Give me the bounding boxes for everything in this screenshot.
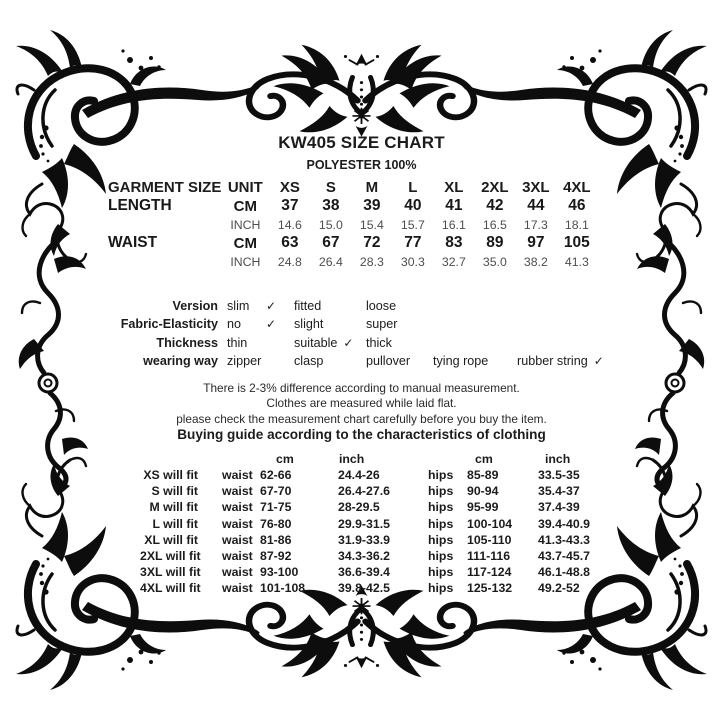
size-table-row bbox=[108, 216, 597, 235]
guide-cell: 100-104 bbox=[467, 516, 513, 531]
guide-cell: waist bbox=[222, 500, 253, 515]
characteristic-option bbox=[361, 299, 433, 313]
characteristics-section bbox=[0, 297, 723, 370]
guide-cell: 2XL will fit bbox=[140, 549, 201, 564]
note-line: Clothes are measured while laid flat. bbox=[266, 396, 457, 411]
size-column-header: L bbox=[408, 179, 418, 196]
size-value: 14.6 bbox=[277, 217, 302, 232]
size-value: 97 bbox=[527, 234, 545, 252]
size-column-header: 4XL bbox=[563, 179, 591, 196]
guide-cell: waist bbox=[222, 549, 253, 564]
size-column-header: 3XL bbox=[522, 179, 550, 196]
size-value: 17.3 bbox=[523, 217, 548, 232]
guide-cell: 111-116 bbox=[467, 549, 511, 564]
guide-row bbox=[140, 532, 607, 548]
characteristic-option bbox=[433, 354, 517, 368]
unit-label: INCH bbox=[230, 217, 261, 232]
guide-column-header: cm bbox=[276, 452, 294, 466]
guide-cell: 28-29.5 bbox=[338, 500, 380, 515]
characteristic-row bbox=[0, 352, 723, 370]
size-value: 30.3 bbox=[400, 254, 425, 269]
size-value: 18.1 bbox=[564, 217, 589, 232]
unit-label: CM bbox=[233, 197, 257, 215]
fabric-subtitle: POLYESTER 100% bbox=[306, 158, 417, 172]
guide-cell: 49.2-52 bbox=[538, 581, 580, 596]
size-value: 41.3 bbox=[564, 254, 589, 269]
size-value: 39 bbox=[363, 197, 381, 215]
guide-column-header: inch bbox=[339, 452, 365, 466]
characteristic-option bbox=[361, 317, 433, 331]
option-text: suitable bbox=[294, 335, 338, 350]
guide-cell: 95-99 bbox=[467, 500, 499, 515]
guide-cell: S will fit bbox=[151, 484, 198, 499]
guide-cell: 35.4-37 bbox=[538, 484, 580, 499]
guide-cell: hips bbox=[428, 581, 454, 596]
option-text: loose bbox=[366, 299, 397, 314]
guide-cell: 105-110 bbox=[467, 532, 512, 547]
characteristic-option bbox=[218, 336, 288, 350]
guide-cell: 125-132 bbox=[467, 581, 513, 596]
characteristic-option bbox=[288, 336, 361, 350]
guide-cell: waist bbox=[222, 565, 253, 580]
note-line: There is 2-3% difference according to manual measurement. bbox=[203, 381, 520, 395]
guide-cell: 43.7-45.7 bbox=[538, 549, 590, 564]
size-value: 24.8 bbox=[277, 254, 302, 269]
size-value: 63 bbox=[281, 234, 299, 252]
guide-cell: 41.3-43.3 bbox=[538, 532, 590, 547]
option-text: fitted bbox=[294, 299, 322, 314]
guide-cell: L will fit bbox=[152, 516, 198, 531]
guide-cell: 37.4-39 bbox=[538, 500, 580, 515]
option-text: pullover bbox=[366, 354, 411, 369]
size-value: 15.0 bbox=[318, 217, 343, 232]
guide-cell: waist bbox=[222, 468, 253, 483]
guide-cell: 4XL will fit bbox=[140, 581, 201, 596]
guide-cell: 76-80 bbox=[260, 516, 292, 531]
guide-cell: 46.1-48.8 bbox=[538, 565, 590, 580]
guide-header-row bbox=[140, 451, 607, 467]
page-title: KW405 SIZE CHART bbox=[278, 133, 445, 152]
size-value: 15.7 bbox=[400, 217, 425, 232]
measurement-notes bbox=[0, 381, 723, 427]
characteristic-row bbox=[0, 297, 723, 315]
size-value: 42 bbox=[486, 197, 504, 215]
guide-cell: 117-124 bbox=[467, 565, 512, 580]
guide-row bbox=[140, 564, 607, 580]
size-value: 16.5 bbox=[482, 217, 507, 232]
guide-cell: XL will fit bbox=[144, 532, 198, 547]
guide-cell: 101-108 bbox=[260, 581, 306, 596]
check-icon: ✓ bbox=[343, 335, 354, 350]
size-column-header: GARMENT SIZE bbox=[108, 179, 222, 196]
characteristic-row bbox=[0, 315, 723, 333]
characteristic-option bbox=[288, 317, 361, 331]
option-text: zipper bbox=[227, 354, 262, 369]
option-text: no bbox=[227, 317, 242, 332]
characteristic-option bbox=[361, 336, 433, 350]
check-icon: ✓ bbox=[593, 354, 604, 369]
guide-cell: 29.9-31.5 bbox=[338, 516, 390, 531]
size-column-header: M bbox=[365, 179, 379, 196]
size-value: 72 bbox=[363, 234, 381, 252]
guide-cell: 24.4-26 bbox=[338, 468, 380, 483]
characteristic-option bbox=[288, 354, 361, 368]
option-text: tying rope bbox=[433, 354, 489, 369]
check-icon: ✓ bbox=[265, 299, 276, 314]
guide-cell: waist bbox=[222, 581, 253, 596]
characteristic-option bbox=[517, 354, 723, 368]
guide-cell: 31.9-33.9 bbox=[338, 532, 390, 547]
guide-cell: 39.8-42.5 bbox=[338, 581, 390, 596]
option-text: rubber string bbox=[517, 354, 588, 369]
guide-column-header: inch bbox=[545, 452, 571, 466]
size-value: 46 bbox=[568, 197, 586, 215]
size-table-header-row bbox=[108, 178, 597, 197]
characteristic-label: wearing way bbox=[143, 354, 218, 369]
characteristic-option bbox=[218, 354, 288, 368]
characteristic-option bbox=[288, 299, 361, 313]
guide-row bbox=[140, 548, 607, 564]
guide-cell: 62-66 bbox=[260, 468, 292, 483]
size-value: 40 bbox=[404, 197, 422, 215]
measure-label bbox=[108, 216, 221, 235]
guide-cell: 85-89 bbox=[467, 468, 499, 483]
guide-cell: 3XL will fit bbox=[140, 565, 201, 580]
option-text: thick bbox=[366, 335, 392, 350]
garment-size-table bbox=[108, 178, 597, 271]
option-text: slim bbox=[227, 299, 250, 314]
characteristic-option bbox=[361, 354, 433, 368]
buying-guide-table bbox=[140, 451, 607, 597]
guide-cell: 67-70 bbox=[260, 484, 292, 499]
size-column-header: S bbox=[325, 179, 336, 196]
guide-cell: hips bbox=[428, 484, 454, 499]
option-text: super bbox=[366, 317, 398, 332]
size-table-row bbox=[108, 234, 597, 253]
size-value: 26.4 bbox=[318, 254, 343, 269]
unit-label: CM bbox=[233, 234, 257, 252]
guide-cell: 26.4-27.6 bbox=[338, 484, 390, 499]
guide-cell: hips bbox=[428, 500, 454, 515]
characteristic-option bbox=[218, 299, 288, 313]
note-line: please check the measurement chart carefully before you buy the item. bbox=[176, 411, 547, 426]
size-value: 77 bbox=[404, 234, 422, 252]
guide-cell: waist bbox=[222, 516, 253, 531]
guide-cell: 93-100 bbox=[260, 565, 299, 580]
size-value: 16.1 bbox=[441, 217, 466, 232]
option-text: thin bbox=[227, 335, 248, 350]
size-value: 44 bbox=[527, 197, 545, 215]
guide-cell: 71-75 bbox=[260, 500, 292, 515]
guide-row bbox=[140, 499, 607, 515]
guide-cell: 90-94 bbox=[467, 484, 499, 499]
guide-row bbox=[140, 580, 607, 596]
guide-column-header: cm bbox=[475, 452, 493, 466]
guide-cell: 33.5-35 bbox=[538, 468, 580, 483]
guide-cell: 36.6-39.4 bbox=[338, 565, 390, 580]
guide-row bbox=[140, 516, 607, 532]
characteristic-option bbox=[218, 317, 288, 331]
unit-label: INCH bbox=[230, 254, 261, 269]
measure-label: WAIST bbox=[108, 234, 158, 252]
guide-cell: hips bbox=[428, 549, 454, 564]
size-column-header: XL bbox=[444, 179, 464, 196]
size-column-header: 2XL bbox=[481, 179, 509, 196]
guide-cell: hips bbox=[428, 468, 454, 483]
size-value: 41 bbox=[445, 197, 463, 215]
guide-cell: hips bbox=[428, 532, 454, 547]
option-text: clasp bbox=[294, 354, 324, 369]
size-value: 28.3 bbox=[359, 254, 384, 269]
size-value: 35.0 bbox=[482, 254, 507, 269]
size-value: 32.7 bbox=[441, 254, 466, 269]
size-value: 38 bbox=[322, 197, 340, 215]
measure-label: LENGTH bbox=[108, 197, 172, 215]
guide-cell: hips bbox=[428, 516, 454, 531]
guide-cell: 87-92 bbox=[260, 549, 292, 564]
guide-cell: 34.3-36.2 bbox=[338, 549, 390, 564]
guide-cell: hips bbox=[428, 565, 454, 580]
size-column-header: UNIT bbox=[227, 179, 263, 196]
size-column-header: XS bbox=[279, 179, 300, 196]
check-icon: ✓ bbox=[265, 317, 276, 332]
size-table-row bbox=[108, 253, 597, 272]
characteristic-label: Fabric-Elasticity bbox=[120, 317, 218, 332]
characteristic-label: Version bbox=[172, 299, 218, 314]
size-value: 105 bbox=[563, 234, 590, 252]
guide-cell: waist bbox=[222, 532, 253, 547]
characteristic-row bbox=[0, 334, 723, 352]
size-value: 15.4 bbox=[359, 217, 384, 232]
characteristic-label: Thickness bbox=[156, 335, 218, 350]
size-value: 38.2 bbox=[523, 254, 548, 269]
guide-cell: waist bbox=[222, 484, 253, 499]
size-value: 67 bbox=[322, 234, 340, 252]
measure-label bbox=[108, 253, 221, 272]
size-value: 89 bbox=[486, 234, 504, 252]
guide-cell: 39.4-40.9 bbox=[538, 516, 590, 531]
size-value: 83 bbox=[445, 234, 463, 252]
guide-cell: XS will fit bbox=[143, 468, 198, 483]
guide-cell: M will fit bbox=[149, 500, 198, 515]
size-value: 37 bbox=[281, 197, 299, 215]
option-text: slight bbox=[294, 317, 324, 332]
buying-guide-title: Buying guide according to the characteristics of clothing bbox=[177, 427, 546, 442]
guide-cell: 81-86 bbox=[260, 532, 292, 547]
size-table-row bbox=[108, 197, 597, 216]
guide-row bbox=[140, 483, 607, 499]
guide-row bbox=[140, 467, 607, 483]
